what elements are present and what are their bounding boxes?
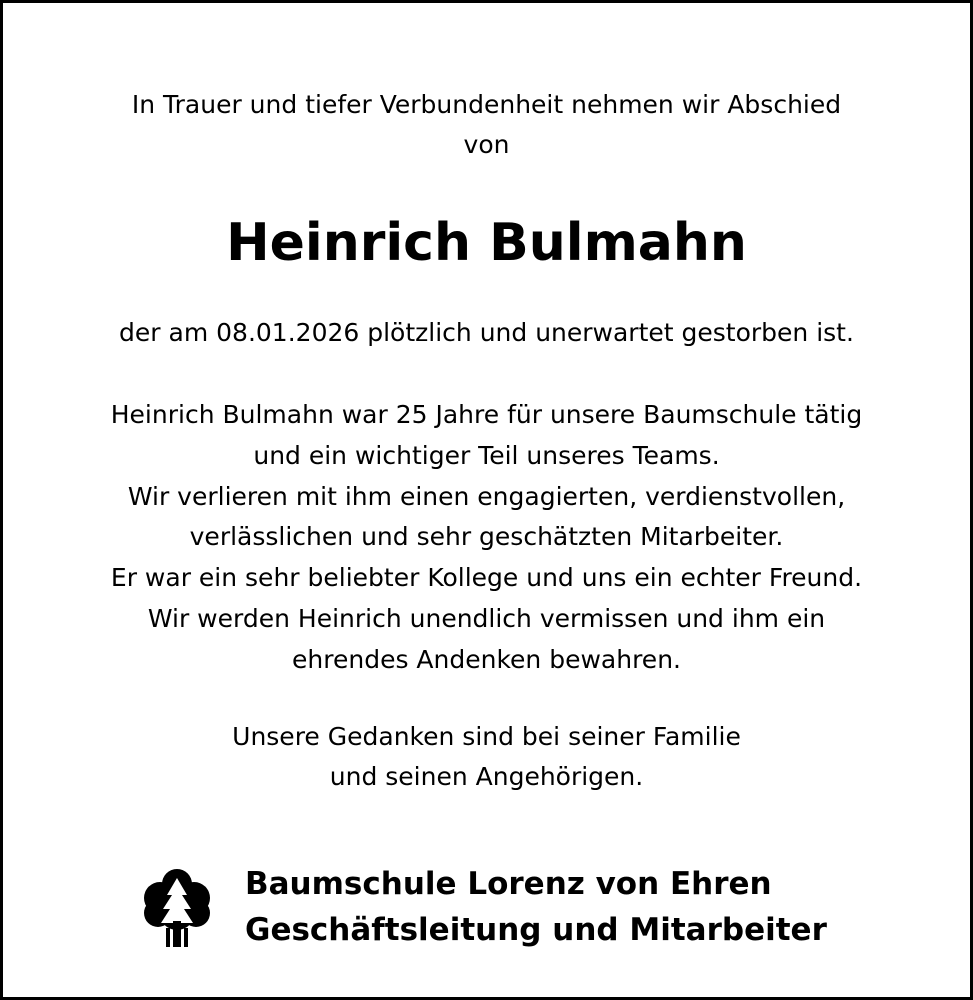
intro-line: von [463,130,510,159]
signature-block [245,861,827,953]
deceased-name: Heinrich Bulmahn [226,213,747,273]
signature-team: Geschäftsleitung und Mitarbeiter [245,912,827,948]
death-line: der am 08.01.2026 plötzlich und unerwartet gestorben ist. [119,318,854,347]
signature-company: Baumschule Lorenz von Ehren [245,866,772,902]
tribute-line: verlässlichen und sehr geschätzten Mitarbeiter. [189,522,784,552]
intro-text [3,85,970,165]
tree-logo-icon [143,868,211,948]
tribute-line: und ein wichtiger Teil unseres Teams. [253,440,720,470]
condolence-text [3,717,970,797]
tribute-text [3,395,970,681]
tribute-line: Wir werden Heinrich unendlich vermissen und ihm ein [147,603,826,633]
tribute-line: Wir verlieren mit ihm einen engagierten, verdienstvollen, [127,481,846,511]
tribute-line: Heinrich Bulmahn war 25 Jahre für unsere Baumschule tätig [110,400,863,429]
tribute-line: Er war ein sehr beliebter Kollege und uns ein echter Freund. [110,563,863,593]
condolence-line: und seinen Angehörigen. [329,762,644,791]
tribute-line: ehrendes Andenken bewahren. [292,644,681,674]
condolence-line: Unsere Gedanken sind bei seiner Familie [232,722,741,751]
intro-line: In Trauer und tiefer Verbundenheit nehmen wir Abschied [131,90,842,119]
